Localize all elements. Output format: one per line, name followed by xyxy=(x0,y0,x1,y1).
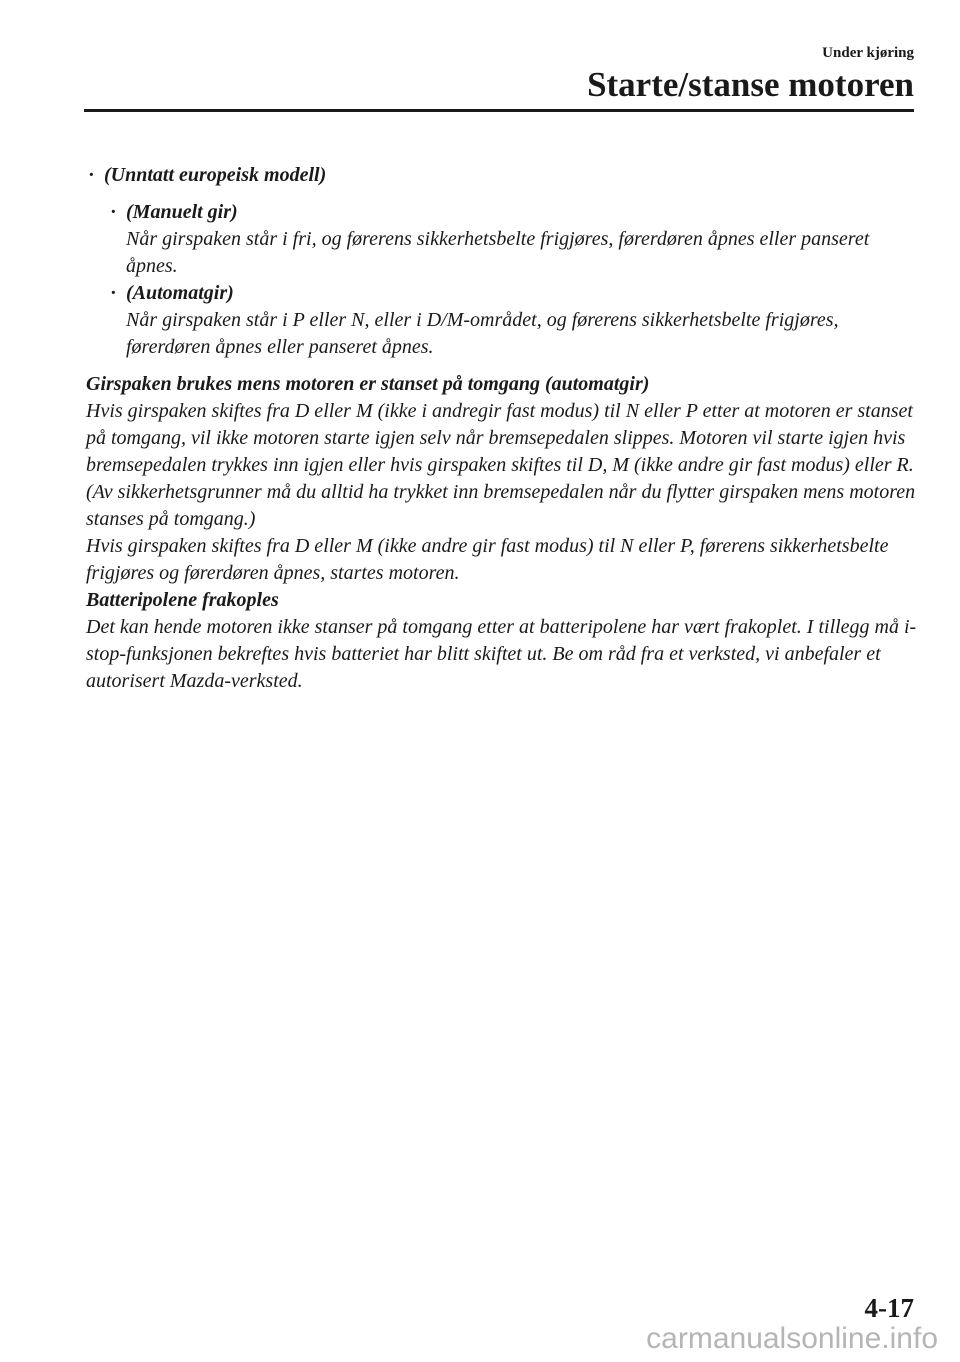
watermark: carmanualsonline.info xyxy=(646,1322,938,1355)
section2-para: Det kan hende motoren ikke stanser på tomgang etter at batteripolene har vært frakoplet. I tillegg må i-stop-funksjonen bekreftes hvis batteriet har blitt skiftet ut. Be om råd fra et verksted, vi anbefaler et autorisert Mazda-verksted. xyxy=(86,616,917,692)
bullet-manual xyxy=(108,199,920,280)
bullet-dot-icon: · xyxy=(88,164,95,186)
manual-title: (Manuelt gir) xyxy=(126,201,238,223)
header-rule xyxy=(84,109,914,112)
section1-heading: Girspaken brukes mens motoren er stanset på tomgang (automatgir) xyxy=(86,373,650,395)
bullet-non-european-label: (Unntatt europeisk modell) xyxy=(104,164,327,186)
section2-heading: Batteripolene frakoples xyxy=(86,589,279,611)
section-label: Under kjøring xyxy=(822,45,914,61)
sub-list xyxy=(108,199,920,361)
bullet-non-european xyxy=(86,162,920,189)
bullet-dot-icon: · xyxy=(110,201,117,223)
main-content xyxy=(86,162,920,695)
section1-para2: Hvis girspaken skiftes fra D eller M (ikke andre gir fast modus) til N eller P, førerens sikkerhetsbelte frigjøres og førerdøren åpnes, startes motoren. xyxy=(86,535,889,584)
automatic-title: (Automatgir) xyxy=(126,282,234,304)
page-number: 4-17 xyxy=(864,1293,914,1323)
automatic-text: Når girspaken står i P eller N, eller i D/M-området, og førerens sikkerhetsbelte frigjøres, førerdøren åpnes eller panseret åpnes. xyxy=(126,309,839,358)
page-header xyxy=(587,44,914,106)
section1-para1: Hvis girspaken skiftes fra D eller M (ikke i andregir fast modus) til N eller P etter at motoren er stanset på tomgang, vil ikke motoren starte igjen selv når bremsepedalen slippes. Motoren vil starte igjen hvis bremsepedalen trykkes inn igjen eller hvis girspaken skiftes til D, M (ikke andre gir fast modus) eller R. (Av sikkerhetsgrunner må du alltid ha trykket inn bremsepedalen når du flytter girspaken mens motoren stanses på tomgang.) xyxy=(86,400,916,530)
bullet-dot-icon: · xyxy=(110,282,117,304)
manual-text: Når girspaken står i fri, og førerens sikkerhetsbelte frigjøres, førerdøren åpnes eller panseret åpnes. xyxy=(126,228,870,277)
bullet-automatic xyxy=(108,280,920,361)
chapter-title: Starte/stanse motoren xyxy=(587,65,914,104)
